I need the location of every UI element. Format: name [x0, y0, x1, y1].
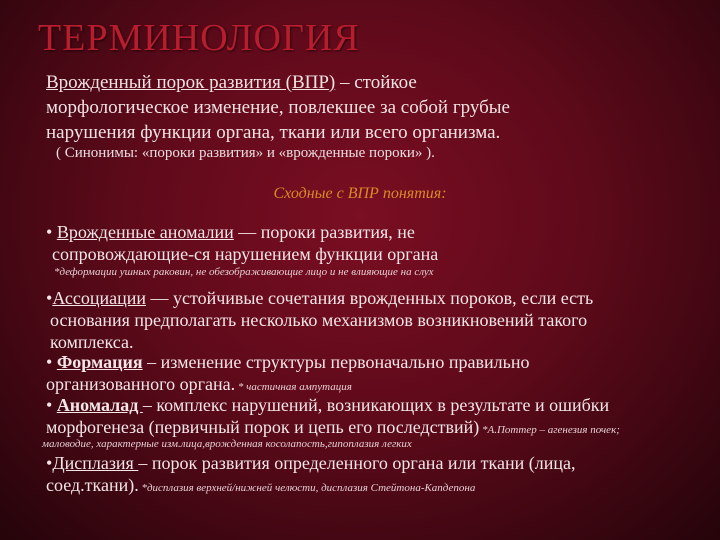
- formation-text1: – изменение структуры первоначально правильно: [142, 352, 530, 372]
- definition: [46, 70, 706, 145]
- bullet: •: [46, 453, 53, 473]
- dysplasia-text1: – порок развития определенного органа или ткани (лица,: [138, 453, 576, 473]
- synonyms: ( Синонимы: «пороки развития» и «врожденные пороки» ).: [56, 145, 435, 161]
- dysplasia-term: Дисплазия: [52, 453, 139, 473]
- associations-term: Ассоциации: [52, 288, 146, 308]
- item-formation: [46, 351, 716, 398]
- anomalad-note2: маловодие, характерные изм.лица,врожденная косолапость,гипоплазия легких: [42, 438, 412, 450]
- bullet: •: [46, 352, 57, 372]
- anomalies-note: *деформации ушных раковин, не обезображивающие лицо и не влияющие на слух: [54, 266, 434, 278]
- dysplasia-note: *дисплазия верхней/нижней челюсти, дисплазия Стейтона-Капдепона: [138, 482, 476, 494]
- bullet: •: [46, 395, 57, 415]
- definition-line3: нарушения функции органа, ткани или всего организма.: [46, 122, 501, 143]
- formation-note: * частичная ампутация: [235, 381, 352, 393]
- associations-text2: основания предполагать несколько механизмов возникновений такого: [50, 310, 588, 330]
- definition-line1: – стойкое: [335, 72, 417, 93]
- anomalad-text1: – комплекс нарушений, возникающих в результате и ошибки: [142, 395, 610, 415]
- item-associations: [46, 287, 716, 353]
- item-dysplasia: [46, 452, 716, 499]
- item-anomalies: [46, 221, 716, 265]
- anomalad-note1: *А.Поттер – агенезия почек;: [479, 424, 620, 436]
- bullet: •: [46, 288, 53, 308]
- similar-concepts-heading: Сходные с ВПР понятия:: [273, 185, 447, 202]
- associations-text3: комплекса.: [50, 332, 134, 352]
- formation-term: Формация: [56, 352, 143, 372]
- anomalies-text1: — пороки развития, не: [233, 222, 415, 242]
- definition-term: Врожденный порок развития (ВПР): [46, 72, 336, 93]
- associations-text1: — устойчивые сочетания врожденных пороков, если есть: [146, 288, 594, 308]
- anomalies-term: Врожденные аномалии: [56, 222, 234, 242]
- formation-text2: организованного органа.: [46, 374, 236, 394]
- dysplasia-text2: соед.ткани).: [46, 475, 139, 495]
- anomalad-text2: морфогенеза (первичный порок и цепь его последствий): [46, 417, 480, 437]
- slide-title: ТЕРМИНОЛОГИЯ: [38, 17, 360, 59]
- item-anomalad: [46, 394, 716, 441]
- anomalad-term: Аномалад: [56, 395, 143, 415]
- bullet: •: [46, 222, 57, 242]
- anomalies-text2: сопровождающие-ся нарушением функции органа: [52, 244, 439, 264]
- definition-line2: морфологическое изменение, повлекшее за собой грубые: [46, 97, 510, 118]
